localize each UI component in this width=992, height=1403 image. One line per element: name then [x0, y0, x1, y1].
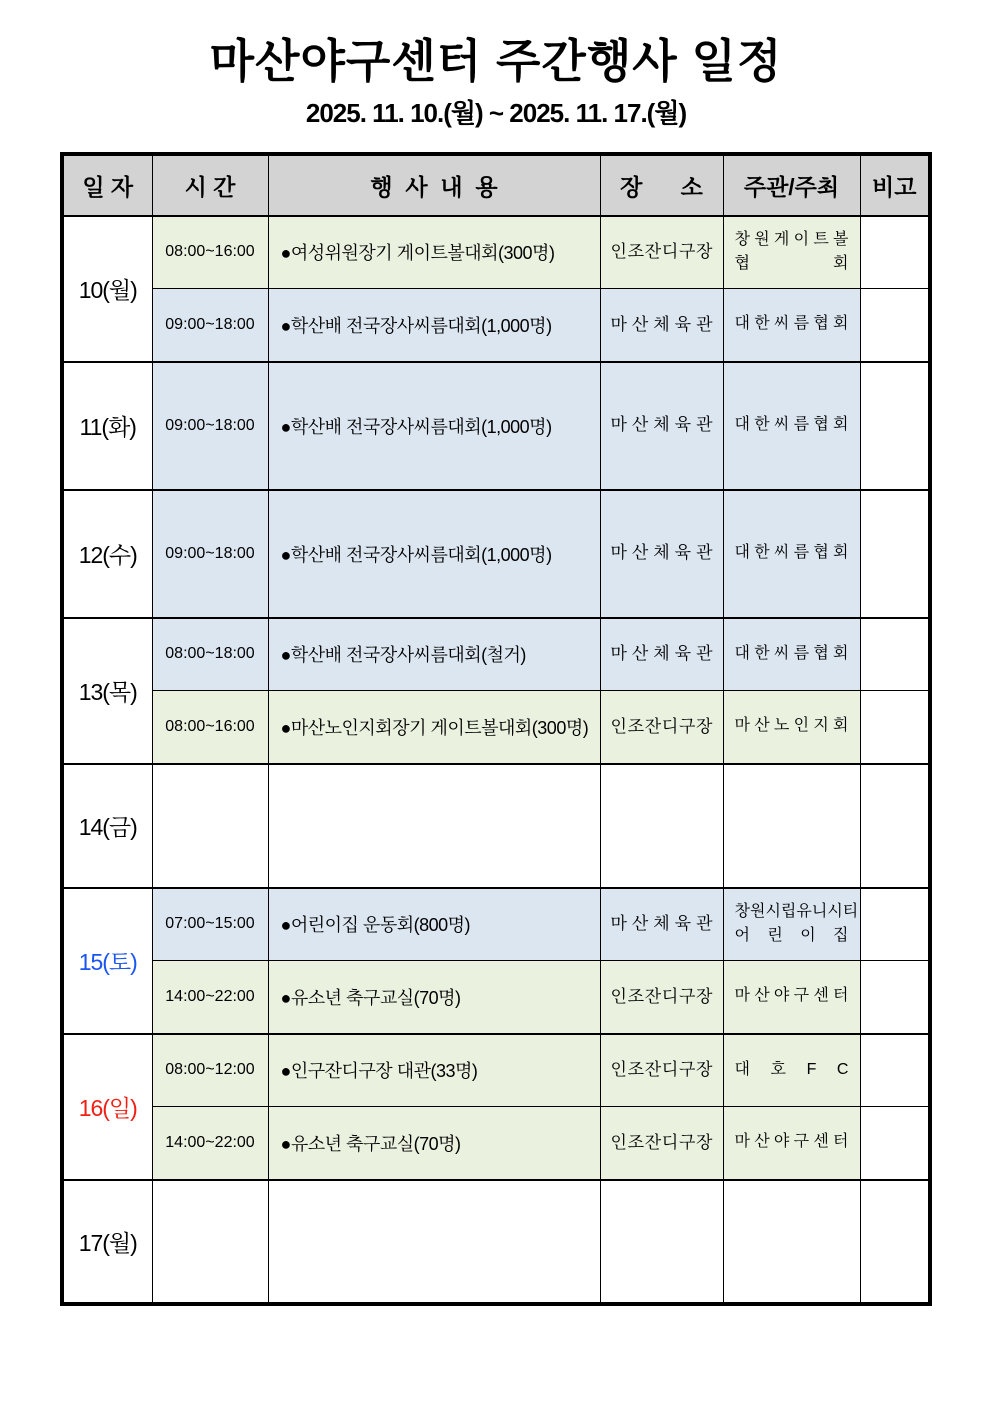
event-content-cell: ●유소년 축구교실(70명)	[268, 1107, 600, 1180]
schedule-row-17	[62, 1180, 930, 1304]
place-cell	[600, 490, 723, 618]
place-cell	[600, 362, 723, 490]
time-cell	[152, 1180, 268, 1304]
organizer-cell	[723, 1180, 860, 1304]
organizer-cell	[723, 216, 860, 289]
date-cell: 10(월)	[62, 216, 152, 362]
note-cell	[860, 289, 930, 362]
distributed-text-line: 인 조 잔 디 구 장	[610, 716, 713, 736]
note-cell	[860, 691, 930, 764]
schedule-row-13-1	[62, 618, 930, 691]
schedule-row-12	[62, 490, 930, 618]
time-cell: 08:00~16:00	[152, 691, 268, 764]
distributed-text-line: 대 한 씨 름 협 회	[734, 315, 849, 333]
note-cell	[860, 618, 930, 691]
time-cell: 09:00~18:00	[152, 362, 268, 490]
event-content-cell: ●어린이집 운동회(800명)	[268, 888, 600, 961]
time-cell	[152, 764, 268, 888]
distributed-text-line: 협 회	[734, 255, 849, 273]
note-cell	[860, 764, 930, 888]
time-cell: 14:00~22:00	[152, 1107, 268, 1180]
organizer-cell	[723, 618, 860, 691]
time-cell: 09:00~18:00	[152, 490, 268, 618]
time-cell: 08:00~18:00	[152, 618, 268, 691]
distributed-text-line: 대 한 씨 름 협 회	[734, 416, 849, 434]
page-title: 마산야구센터 주간행사 일정	[209, 35, 783, 87]
place-cell	[600, 961, 723, 1034]
distributed-text-line: 대 한 씨 름 협 회	[734, 644, 849, 662]
table-header-row	[62, 154, 930, 216]
header-date: 일 자	[62, 154, 152, 216]
header-note: 비고	[860, 154, 930, 216]
distributed-text-line: 마 산 노 인 지 회	[734, 717, 849, 735]
schedule-table-body	[62, 216, 930, 1304]
date-cell: 13(목)	[62, 618, 152, 764]
date-cell: 17(월)	[62, 1180, 152, 1304]
date-range-subtitle: 2025. 11. 10.(월) ~ 2025. 11. 17.(월)	[305, 97, 687, 128]
organizer-cell	[723, 961, 860, 1034]
distributed-text-line: 창 원 게 이 트 볼	[734, 230, 849, 248]
note-cell	[860, 1180, 930, 1304]
distributed-text-line: 인 조 잔 디 구 장	[610, 986, 713, 1006]
place-cell	[600, 216, 723, 289]
schedule-row-15-1	[62, 888, 930, 961]
note-cell	[860, 216, 930, 289]
event-content-cell: ●학산배 전국장사씨름대회(1,000명)	[268, 362, 600, 490]
schedule-row-13-2	[62, 691, 930, 764]
schedule-row-14	[62, 764, 930, 888]
event-content-cell: ●학산배 전국장사씨름대회(철거)	[268, 618, 600, 691]
distributed-text-line: 대 한 씨 름 협 회	[734, 544, 849, 562]
note-cell	[860, 1107, 930, 1180]
event-content-cell: ●여성위원장기 게이트볼대회(300명)	[268, 216, 600, 289]
event-content-cell: ●인구잔디구장 대관(33명)	[268, 1034, 600, 1107]
schedule-row-10-1	[62, 216, 930, 289]
distributed-text-line: 창 원 시 립 유 니 시 티	[734, 902, 859, 920]
note-cell	[860, 490, 930, 618]
schedule-row-16-2	[62, 1107, 930, 1180]
note-cell	[860, 1034, 930, 1107]
distributed-text-line: 인 조 잔 디 구 장	[610, 1132, 713, 1152]
schedule-row-11	[62, 362, 930, 490]
distributed-text-line: 인 조 잔 디 구 장	[610, 242, 713, 262]
time-cell: 07:00~15:00	[152, 888, 268, 961]
event-content-cell: ●학산배 전국장사씨름대회(1,000명)	[268, 490, 600, 618]
date-cell: 14(금)	[62, 764, 152, 888]
organizer-cell	[723, 289, 860, 362]
place-cell	[600, 691, 723, 764]
organizer-cell	[723, 362, 860, 490]
event-content-cell: ●마산노인지회장기 게이트볼대회(300명)	[268, 691, 600, 764]
place-cell	[600, 289, 723, 362]
place-cell	[600, 888, 723, 961]
organizer-cell	[723, 888, 860, 961]
schedule-row-10-2	[62, 289, 930, 362]
distributed-text-line: 대 호 F C	[734, 1060, 849, 1078]
header-event-content: 행 사 내 용	[268, 154, 600, 216]
distributed-text-line: 마 산 야 구 센 터	[734, 987, 849, 1005]
distributed-text-line: 마 산 야 구 센 터	[734, 1133, 849, 1151]
time-cell: 14:00~22:00	[152, 961, 268, 1034]
event-content-cell: ●학산배 전국장사씨름대회(1,000명)	[268, 289, 600, 362]
date-cell: 16(일)	[62, 1034, 152, 1180]
note-cell	[860, 888, 930, 961]
weekly-schedule-table	[60, 152, 932, 1306]
organizer-cell	[723, 490, 860, 618]
organizer-cell	[723, 691, 860, 764]
distributed-text-line: 마 산 체 육 관	[610, 415, 713, 435]
schedule-row-15-2	[62, 961, 930, 1034]
date-cell: 12(수)	[62, 490, 152, 618]
place-cell	[600, 618, 723, 691]
place-cell	[600, 1034, 723, 1107]
note-cell	[860, 961, 930, 1034]
place-cell	[600, 1107, 723, 1180]
event-content-cell	[268, 764, 600, 888]
header-organizer: 주관/주최	[723, 154, 860, 216]
distributed-text-line: 마 산 체 육 관	[610, 644, 713, 664]
date-cell: 15(토)	[62, 888, 152, 1034]
organizer-cell	[723, 1034, 860, 1107]
distributed-text-line: 어 린 이 집	[734, 927, 849, 945]
date-cell: 11(화)	[62, 362, 152, 490]
header-place: 장 소	[600, 154, 723, 216]
distributed-text-line: 마 산 체 육 관	[610, 314, 713, 334]
distributed-text-line: 마 산 체 육 관	[610, 914, 713, 934]
place-cell	[600, 764, 723, 888]
time-cell: 08:00~16:00	[152, 216, 268, 289]
distributed-text-line: 인 조 잔 디 구 장	[610, 1060, 713, 1080]
event-content-cell	[268, 1180, 600, 1304]
place-cell	[600, 1180, 723, 1304]
event-content-cell: ●유소년 축구교실(70명)	[268, 961, 600, 1034]
distributed-text-line: 마 산 체 육 관	[610, 543, 713, 563]
time-cell: 08:00~12:00	[152, 1034, 268, 1107]
organizer-cell	[723, 1107, 860, 1180]
note-cell	[860, 362, 930, 490]
header-time: 시 간	[152, 154, 268, 216]
organizer-cell	[723, 764, 860, 888]
time-cell: 09:00~18:00	[152, 289, 268, 362]
schedule-row-16-1	[62, 1034, 930, 1107]
